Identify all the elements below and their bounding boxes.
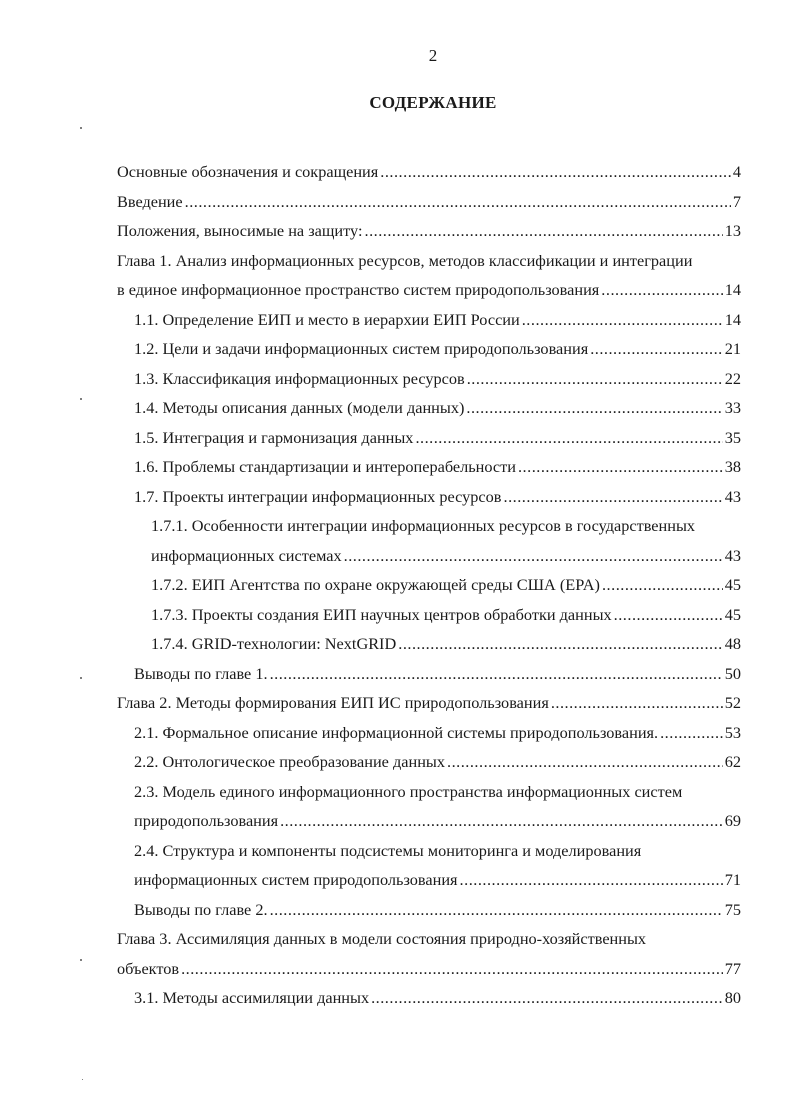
toc-entry [134,898,741,922]
toc-entry-page: 62 [724,752,741,771]
toc-entry-page: 21 [724,339,741,358]
toc-leader [380,160,731,184]
toc-entry-text: 1.7.3. Проекты создания ЕИП научных центров обработки данных [151,604,612,624]
toc-entry [134,308,741,332]
toc-entry-text: объектов [117,958,180,978]
toc-leader [365,219,723,243]
toc-entry [117,219,741,243]
toc-entry-text: 1.4. Методы описания данных (модели данных) [134,398,465,417]
toc-entry-heading [134,780,741,804]
toc-entry [134,750,741,774]
toc-entry-text: 1.7. Проекты интеграции информационных ресурсов [134,486,502,506]
page-number: 2 [428,46,438,65]
toc-entry-text: Выводы по главе 2. [134,899,268,919]
toc-entry [134,426,741,450]
toc-entry [134,721,741,745]
toc-leader [504,485,723,509]
toc-entry [151,632,741,656]
toc-leader [447,750,723,774]
toc-entry-text: в единое информационное пространство систем природопользования [117,280,600,299]
toc-leader [371,986,723,1010]
scan-speck [82,1079,83,1080]
scan-speck [80,127,82,129]
toc-entry-text: 1.3. Классификация информационных ресурсов [134,368,465,388]
toc-leader [660,721,723,745]
toc-entry-text: Глава 3. Ассимиляция данных в модели состояния природно-хозяйственных [117,929,647,948]
toc-leader [551,691,723,715]
toc-entry-page: 13 [724,221,741,240]
toc-leader [590,337,723,361]
toc-entry-text: 1.7.1. Особенности интеграции информационных ресурсов в государственных [151,516,696,535]
toc-entry-text: 2.3. Модель единого информационного пространства информационных систем [134,781,683,801]
toc-entry [117,278,741,302]
toc-entry-page: 50 [724,663,741,683]
toc-leader [466,396,722,420]
toc-entry-page: 48 [724,634,741,653]
toc-leader [415,426,722,450]
toc-entry [134,337,741,361]
scan-speck [80,677,82,679]
toc-entry-page: 53 [724,722,741,742]
toc-entry-page: 77 [724,958,741,978]
toc-entry [151,603,741,627]
toc-entry-text: природопользования [134,811,279,830]
toc-entry-text: 1.7.2. ЕИП Агентства по охране окружающей среды США (EPA) [151,575,600,594]
toc-entry-heading [117,249,741,273]
toc-leader [398,632,722,656]
toc-entry-text: 1.1. Определение ЕИП и место в иерархии ЕИП России [134,309,520,329]
toc-entry [134,868,741,892]
toc-leader [614,603,723,627]
toc-entry-text: Введение [117,191,183,211]
toc-entry [134,986,741,1010]
toc-entry-page: 45 [724,604,741,624]
toc-leader [344,544,723,568]
toc-leader [601,278,722,302]
toc-entry-page: 38 [724,457,741,476]
toc-leader [460,868,723,892]
toc-entry-page: 45 [724,575,741,594]
toc-entry-page: 43 [724,545,741,565]
toc-entry [134,396,741,420]
toc-entry-text: информационных системах [151,545,342,565]
toc-entry-text: 1.5. Интеграция и гармонизация данных [134,427,414,447]
toc-entry-page: 71 [724,870,741,889]
toc-entry [117,691,741,715]
toc-leader [181,957,723,981]
toc-entry-text: Положения, выносимые на защиту: [117,221,363,240]
toc-entry-page: 4 [732,162,741,181]
toc-entry-text: 2.4. Структура и компоненты подсистемы мониторинга и моделирования [134,840,642,860]
scan-speck [80,959,82,961]
toc-entry-page: 22 [724,368,741,388]
toc-entry-page: 43 [724,486,741,506]
toc-leader [467,367,723,391]
toc-leader [518,455,723,479]
toc-entry [134,485,741,509]
toc-entry-page: 52 [724,693,741,712]
toc-entry-text: 2.2. Онтологическое преобразование данных [134,752,445,771]
toc-entry-heading [117,927,741,951]
toc-entry-page: 69 [724,811,741,830]
toc-entry-page: 7 [732,191,741,211]
toc-entry-page: 33 [724,398,741,417]
toc-leader [270,662,723,686]
toc-entry-heading [151,514,741,538]
toc-entry-text: 2.1. Формальное описание информационной системы природопользования. [134,722,659,742]
toc-entry [151,544,741,568]
toc-leader [602,573,723,597]
toc-entry-text: Глава 2. Методы формирования ЕИП ИС природопользования [117,693,549,712]
toc-entry [134,662,741,686]
toc-entry-text: информационных систем природопользования [134,870,458,889]
toc-leader [280,809,723,833]
toc-entry [117,957,741,981]
toc-leader [522,308,723,332]
toc-entry-page: 80 [724,988,741,1007]
toc-entry-page: 35 [724,427,741,447]
toc-entry-page: 14 [724,280,741,299]
toc-entry [134,367,741,391]
toc-entry-text: Основные обозначения и сокращения [117,162,379,181]
toc-entry-text: Выводы по главе 1. [134,663,268,683]
toc-entry-page: 14 [724,309,741,329]
toc-entry-text: 1.7.4. GRID-технологии: NextGRID [151,634,397,653]
toc-entry [117,190,741,214]
toc-leader [185,190,731,214]
toc-entry [134,809,741,833]
toc-entry-text: 3.1. Методы ассимиляции данных [134,988,370,1007]
toc-entry [151,573,741,597]
toc-leader [270,898,723,922]
toc-entry [117,160,741,184]
toc-entry-page: 75 [724,899,741,919]
page-title: СОДЕРЖАНИЕ [369,93,497,112]
toc-entry-text: 1.6. Проблемы стандартизации и интероперабельности [134,457,516,476]
toc-entry [134,455,741,479]
toc-entry-text: Глава 1. Анализ информационных ресурсов, методов классификации и интеграции [117,250,693,270]
toc-entry-heading [134,839,741,863]
toc-entry-text: 1.2. Цели и задачи информационных систем природопользования [134,339,589,358]
scan-speck [80,398,82,400]
